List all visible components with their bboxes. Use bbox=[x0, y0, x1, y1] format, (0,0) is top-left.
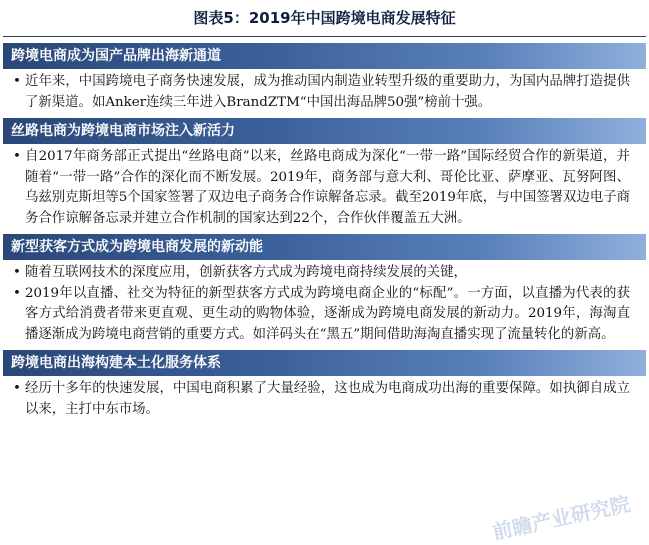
watermark-logo: 前瞻产业研究院 bbox=[490, 491, 633, 545]
bullet-list bbox=[3, 69, 646, 116]
sections-container bbox=[3, 43, 646, 423]
bullet-marker: • bbox=[13, 265, 21, 280]
section-heading: 新型获客方式成为跨境电商发展的新动能 bbox=[3, 234, 646, 260]
bullet-item bbox=[13, 147, 630, 229]
bullet-item bbox=[13, 72, 630, 113]
section-heading: 跨境电商成为国产品牌出海新通道 bbox=[3, 43, 646, 69]
bullet-text: 自2017年商务部正式提出“丝路电商”以来，丝路电商成为深化“一带一路”国际经贸合作的新渠道，并随着“一带一路”合作的深化而不断发展。2019年，商务部与意大利、哥伦比亚、萨摩亚、瓦努阿图、乌兹别克斯坦等5个国家签署了双边电子商务合作谅解备忘录。截至2019年底，与中国签署双边电子商务合作谅解备忘录并建立合作机制的国家达到22个，合作伙伴覆盖五大洲。 bbox=[25, 149, 631, 226]
section-heading: 跨境电商出海构建本土化服务体系 bbox=[3, 350, 646, 376]
bullet-text: 随着互联网技术的深度应用，创新获客方式成为跨境电商持续发展的关键， bbox=[25, 265, 467, 280]
bullet-item bbox=[13, 263, 630, 284]
bullet-text: 经历十多年的快速发展，中国电商积累了大量经验，这也成为电商成功出海的重要保障。如执御自成立以来，主打中东市场。 bbox=[25, 381, 630, 417]
bullet-item bbox=[13, 284, 630, 346]
bullet-list bbox=[3, 376, 646, 423]
bullet-marker: • bbox=[13, 149, 21, 164]
figure-title: 图表5：2019年中国跨境电商发展特征 bbox=[3, 0, 646, 37]
section-brand-channel bbox=[3, 43, 646, 116]
section-customer-acquisition bbox=[3, 234, 646, 348]
bullet-marker: • bbox=[13, 381, 21, 396]
bullet-text: 近年来，中国跨境电子商务快速发展，成为推动国内制造业转型升级的重要助力，为国内品牌打造提供了新渠道。如Anker连续三年进入BrandZTM“中国出海品牌50强”榜前十强。 bbox=[25, 74, 630, 110]
bullet-item bbox=[13, 379, 630, 420]
bullet-marker: • bbox=[13, 74, 21, 89]
section-localization bbox=[3, 350, 646, 423]
bullet-list bbox=[3, 144, 646, 232]
bullet-text: 2019年以直播、社交为特征的新型获客方式成为跨境电商企业的“标配”。一方面，以直播为代表的获客方式给消费者带来更直观、更生动的购物体验，逐渐成为跨境电商发展的新动力。2019年，海淘直播逐渐成为跨境电商营销的重要方式。如洋码头在“黑五”期间借助海淘直播实现了流量转化的新高。 bbox=[25, 285, 630, 342]
section-heading: 丝路电商为跨境电商市场注入新活力 bbox=[3, 118, 646, 144]
bullet-marker: • bbox=[13, 285, 21, 301]
bullet-list bbox=[3, 260, 646, 348]
section-silk-road bbox=[3, 118, 646, 232]
